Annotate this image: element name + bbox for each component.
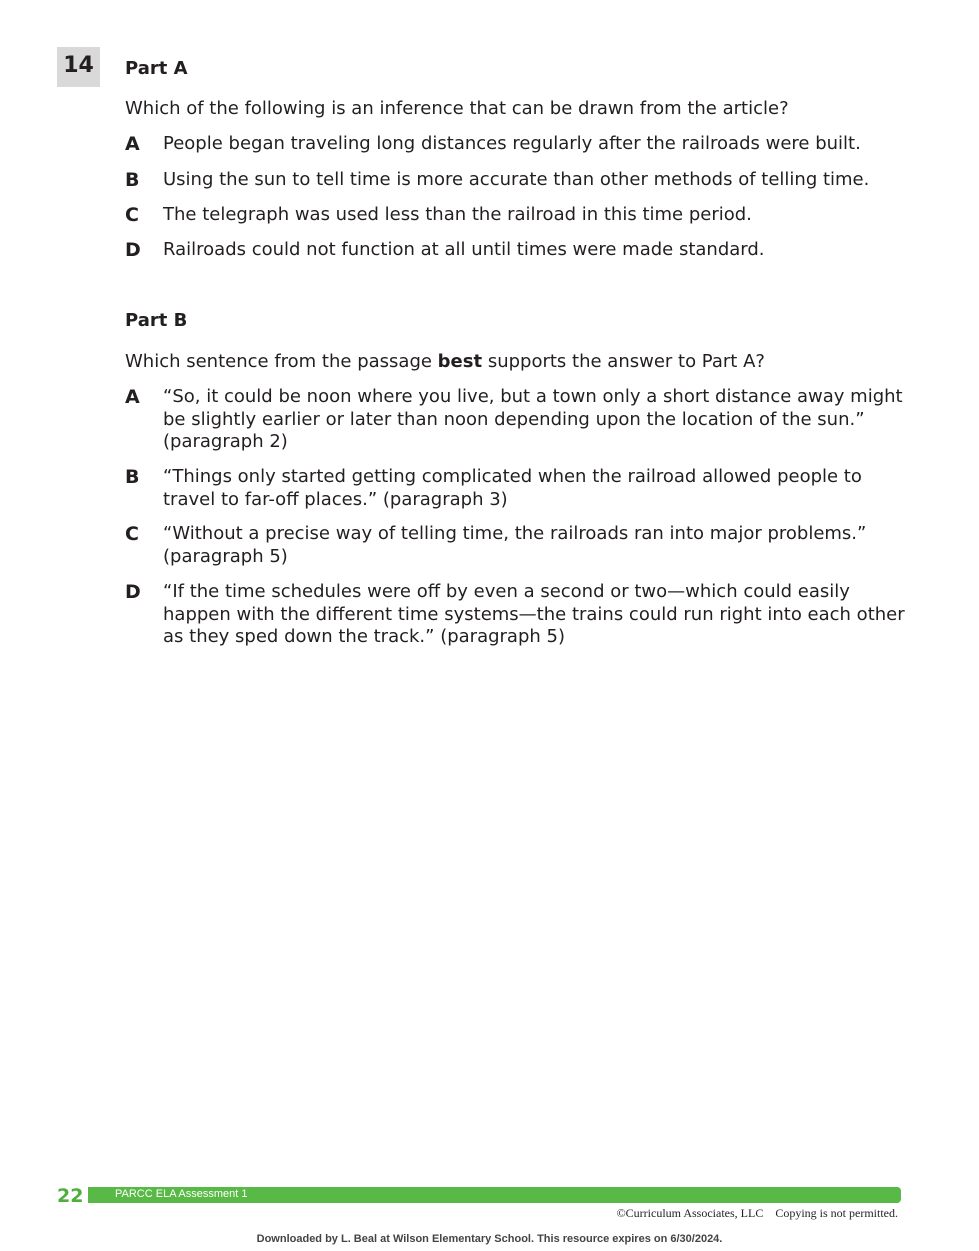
choice-text: People began traveling long distances regularly after the railroads were built. [163, 133, 861, 154]
choice-text: “Without a precise way of telling time, the railroads ran into major problems.” (paragraph 5) [163, 523, 867, 567]
download-notice: Downloaded by L. Beal at Wilson Elementary School. This resource expires on 6/30/2024. [256, 1233, 723, 1245]
part-a-prompt: Which of the following is an inference that can be drawn from the article? [125, 98, 789, 119]
prompt-text-after: supports the answer to Part A? [482, 351, 765, 372]
choice-text: “So, it could be noon where you live, but a town only a short distance away might be slightly earlier or later than noon depending upon the location of the sun.” (paragraph 2) [163, 386, 903, 452]
choice-letter: C [125, 523, 139, 545]
choice-text: “Things only started getting complicated when the railroad allowed people to travel to far-off places.” (paragraph 3) [163, 466, 862, 510]
page-number: 22 [57, 1185, 84, 1207]
footer-bar [88, 1187, 901, 1203]
assessment-label: PARCC ELA Assessment 1 [115, 1188, 248, 1200]
part-b-prompt [125, 351, 765, 372]
choice-letter: D [125, 581, 141, 603]
choice-text: The telegraph was used less than the railroad in this time period. [163, 204, 752, 225]
choice-text: Railroads could not function at all until times were made standard. [163, 239, 765, 260]
copyright-notice: ©Curriculum Associates, LLC Copying is not permitted. [616, 1206, 898, 1220]
choice-letter: D [125, 239, 141, 261]
prompt-text-before: Which sentence from the passage [125, 351, 438, 372]
prompt-emphasis: best [437, 351, 483, 372]
choice-letter: A [125, 133, 140, 155]
question-number-badge [57, 47, 100, 87]
choice-letter: B [125, 169, 140, 191]
part-a-title: Part A [125, 58, 188, 79]
choice-letter: B [125, 466, 140, 488]
part-b-title: Part B [125, 310, 188, 331]
question-number: 14 [63, 53, 94, 78]
choice-letter: A [125, 386, 140, 408]
choice-text: Using the sun to tell time is more accurate than other methods of telling time. [163, 169, 870, 190]
choice-letter: C [125, 204, 139, 226]
choice-text: “If the time schedules were off by even a second or two—which could easily happen with the different time systems—the trains could run right into each other as they sped down the track.” (paragraph 5) [163, 581, 905, 647]
